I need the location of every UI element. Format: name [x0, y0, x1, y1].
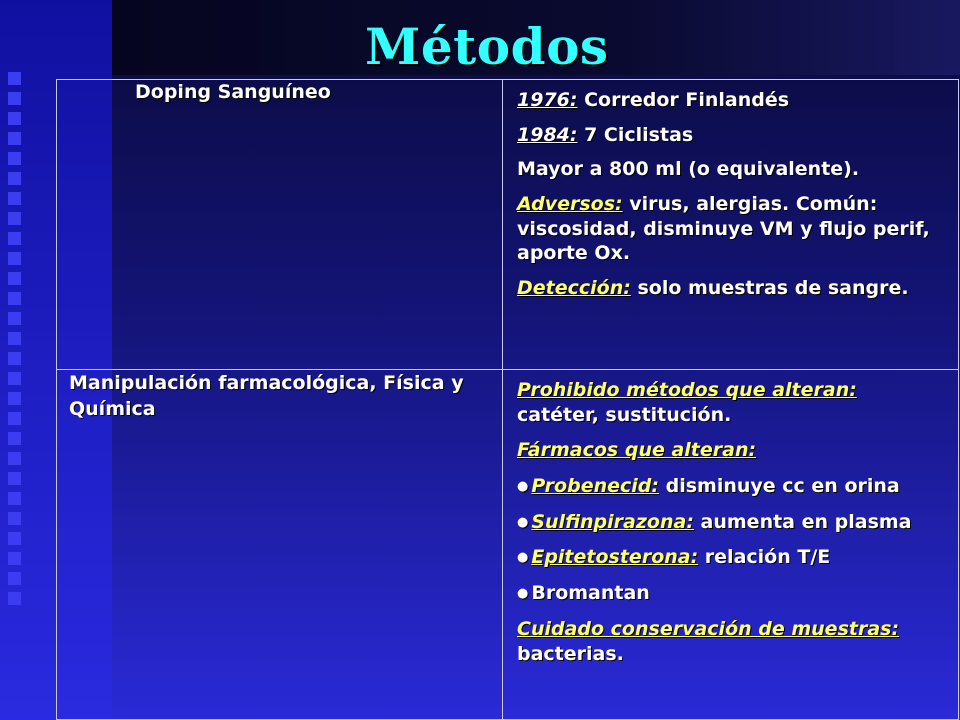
row-content	[503, 370, 959, 720]
bullet-item: ● Probenecid: disminuye cc en orina	[517, 475, 900, 498]
list-item: Detección: solo muestras de sangre.	[517, 277, 909, 300]
bullet-item: ● Bromantan	[517, 582, 650, 605]
bullet-dot-icon: ●	[517, 586, 529, 602]
list-item: 1984: 7 Ciclistas	[517, 123, 694, 146]
list-item: Fármacos que alteran:	[517, 439, 757, 462]
table-row	[57, 80, 959, 370]
list-item: Mayor a 800 ml (o equivalente).	[517, 158, 860, 181]
list-item: Adversos: virus, alergias. Común: viscosidad, disminuye VM y flujo perif, aporte Ox.	[517, 193, 930, 265]
table-row	[57, 370, 959, 720]
bullet-item: ● Sulfinpirazona: aumenta en plasma	[517, 510, 912, 533]
bullet-item: ● Epitetosterona: relación T/E	[517, 546, 831, 569]
bullet-dot-icon: ●	[517, 479, 529, 495]
decor-squares	[8, 72, 22, 605]
row-content	[503, 80, 959, 370]
bullet-dot-icon: ●	[517, 514, 529, 530]
methods-table	[56, 79, 959, 720]
list-item: 1976: Corredor Finlandés	[517, 89, 790, 111]
list-item: Prohibido métodos que alteran: catéter, sustitución.	[517, 379, 857, 426]
list-item: Cuidado conservación de muestras: bacterias.	[517, 617, 900, 665]
row-label: Doping Sanguíneo	[57, 80, 503, 370]
slide-title: Métodos	[365, 17, 609, 76]
bullet-dot-icon: ●	[517, 550, 529, 566]
row-label: Manipulación farmacológica, Física y Química	[57, 370, 503, 720]
